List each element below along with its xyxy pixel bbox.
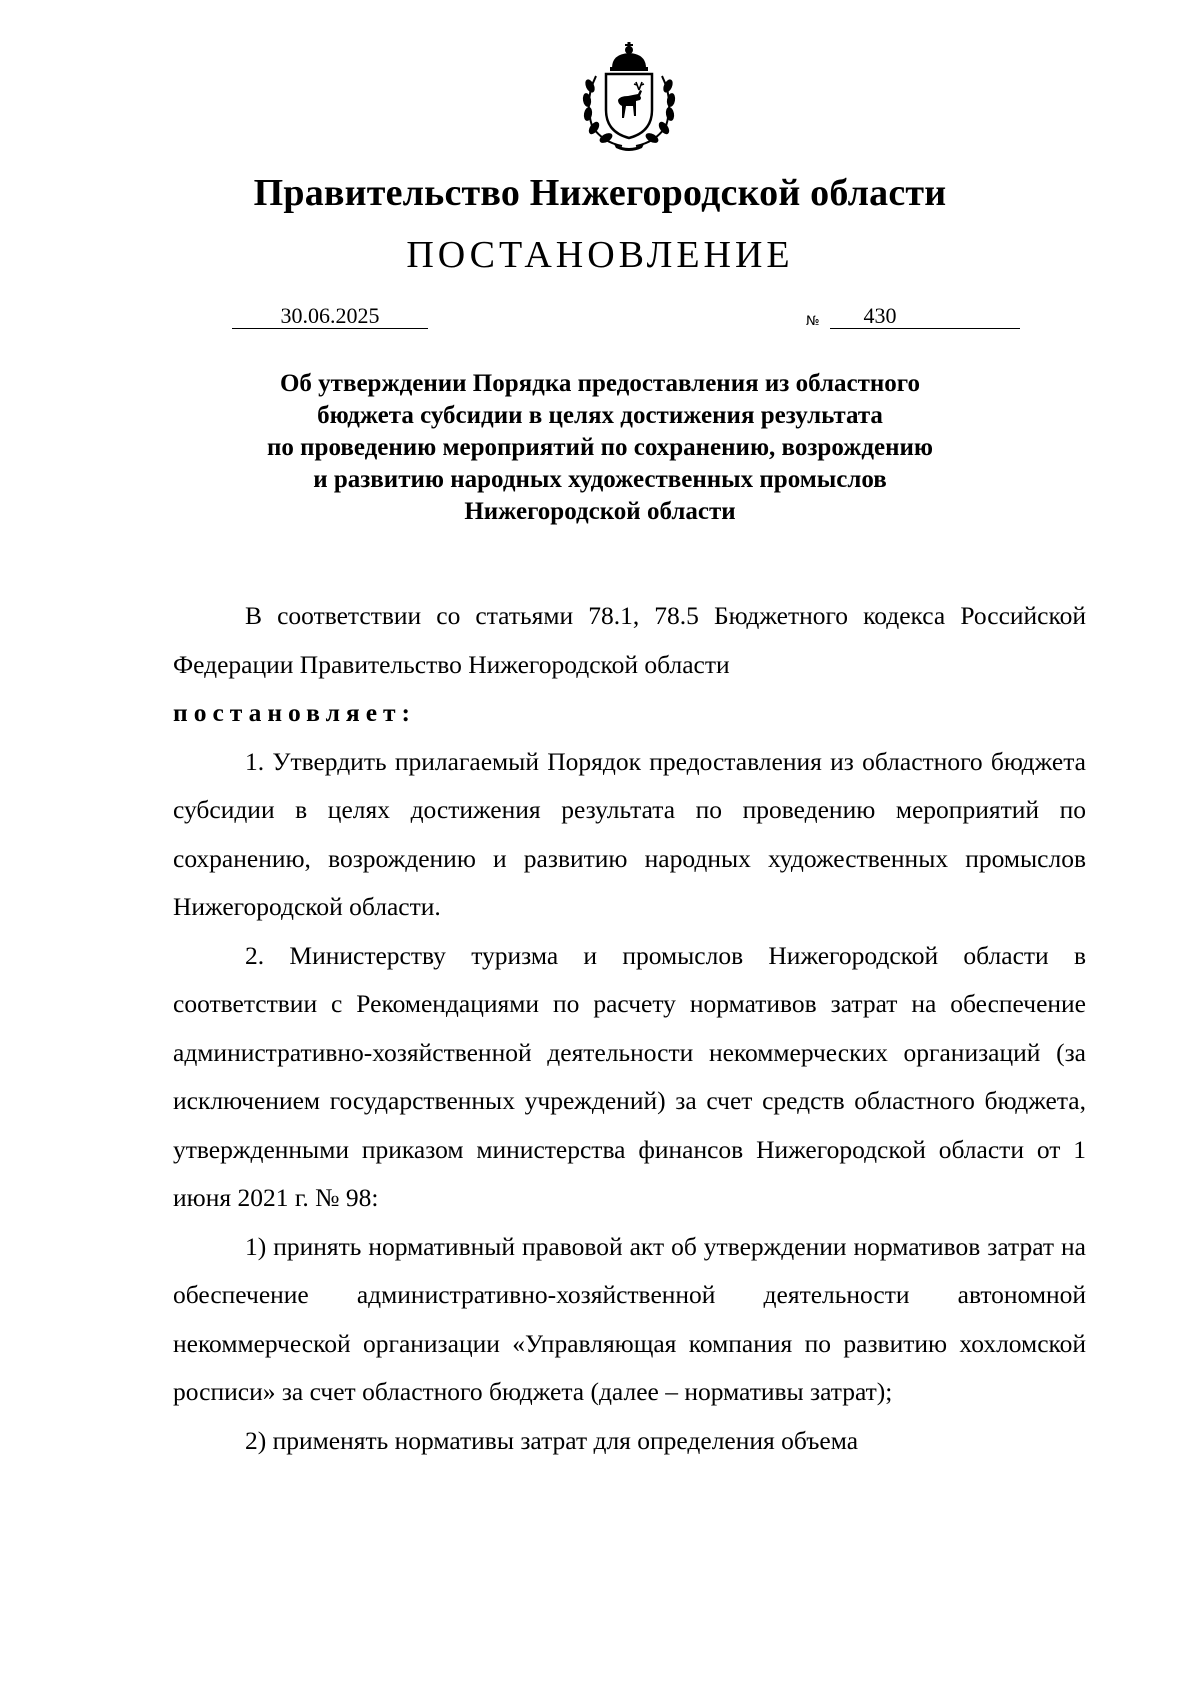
resolves-paragraph [173, 689, 1086, 738]
subject-line: и развитию народных художественных промыслов [313, 466, 887, 493]
document-date: 30.06.2025 [280, 303, 380, 328]
number-sign: № [806, 314, 820, 329]
subject-line: Об утверждении Порядка предоставления из областного [279, 370, 920, 397]
item-2-paragraph: 2. Министерству туризма и промыслов Нижегородской области в соответствии с Рекомендациями по расчету нормативов затрат на обеспечение административно-хозяйственной деятельности некоммерческих организаций (за исключением государственных учреждений) за счет средств областного бюджета, утвержденными приказом министерства финансов Нижегородской области от 1 июня 2021 г. № 98: [173, 940, 1086, 1212]
subitem-1-paragraph: 1) принять нормативный правовой акт об утверждении нормативов затрат на обеспечение административно-хозяйственной деятельности автономной некоммерческой организации «Управляющая компания по развитию хохломской росписи» за счет областного бюджета (далее – нормативы затрат); [173, 1231, 1086, 1406]
number-underline [830, 328, 1020, 329]
subject-line: Нижегородской области [464, 498, 736, 525]
coat-of-arms-icon [576, 40, 682, 152]
organization-title: Правительство Нижегородской области [253, 172, 947, 214]
subject-line: бюджета субсидии в целях достижения результата [317, 402, 883, 429]
document-type-title: ПОСТАНОВЛЕНИЕ [406, 234, 794, 276]
item-1-paragraph: 1. Утвердить прилагаемый Порядок предоставления из областного бюджета субсидии в целях достижения результата по проведению мероприятий по сохранению, возрождению и развитию народных художественных промыслов Нижегородской области. [173, 746, 1086, 921]
subitem-2-paragraph: 2) применять нормативы затрат для определения объема [245, 1425, 859, 1455]
resolves-word: постановляет: [173, 698, 417, 727]
document-number: 430 [863, 303, 897, 328]
date-underline [232, 328, 428, 329]
preamble-paragraph: В соответствии со статьями 78.1, 78.5 Бюджетного кодекса Российской Федерации Правительство Нижегородской области [173, 601, 1086, 679]
document-subject [180, 368, 1020, 528]
subject-line: по проведению мероприятий по сохранению, возрождению [266, 434, 933, 461]
document-body [173, 592, 1086, 1465]
